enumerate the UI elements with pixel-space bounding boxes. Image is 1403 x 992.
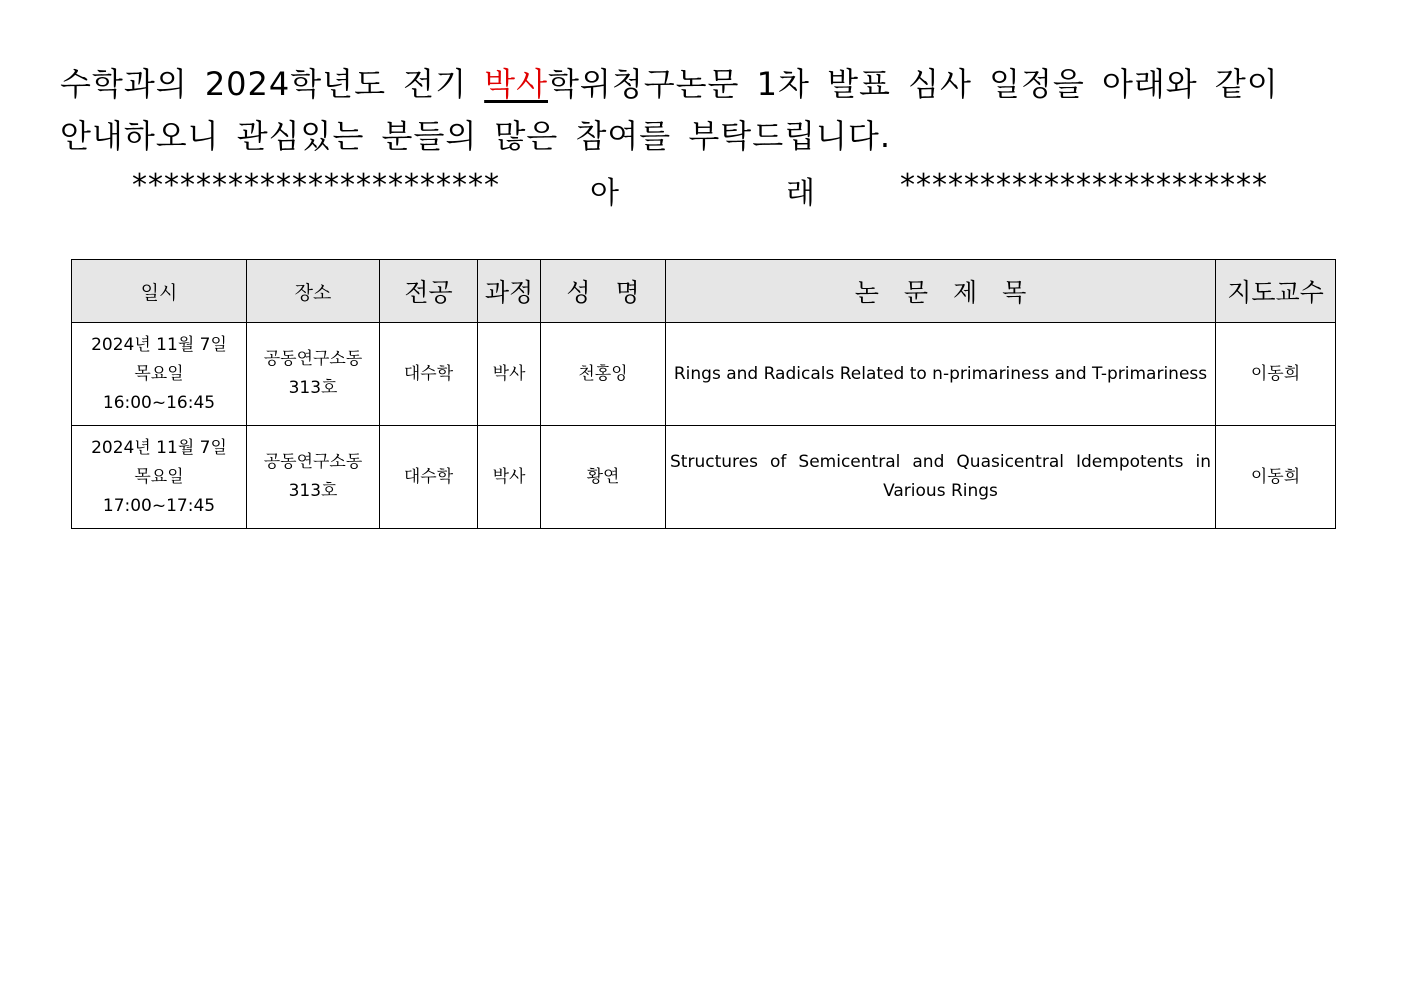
cell-date: 2024년 11월 7일 <box>91 334 227 355</box>
cell-place <box>247 323 380 426</box>
cell-place-building: 공동연구소동 <box>263 452 363 472</box>
cell-name: 황연 <box>541 426 666 529</box>
table-header-row <box>72 260 1336 323</box>
header-datetime: 일시 <box>72 260 247 323</box>
section-divider <box>132 168 1282 212</box>
header-thesis-title: 논 문 제 목 <box>666 260 1216 323</box>
announcement-line-2: 안내하오니 관심있는 분들의 많은 참여를 부탁드립니다. <box>60 117 892 155</box>
announcement-line-1-start: 수학과의 2024학년도 전기 <box>60 65 485 103</box>
header-name: 성 명 <box>541 260 666 323</box>
defense-schedule-table <box>71 259 1336 529</box>
divider-stars-left: *********************** <box>132 168 500 203</box>
cell-place-room: 313호 <box>288 378 338 398</box>
cell-day: 목요일 <box>134 363 184 384</box>
header-major: 전공 <box>380 260 478 323</box>
cell-major: 대수학 <box>380 426 478 529</box>
cell-place-building: 공동연구소동 <box>263 349 363 369</box>
header-place: 장소 <box>247 260 380 323</box>
divider-word-1: 아 <box>590 176 619 211</box>
cell-name: 천홍잉 <box>541 323 666 426</box>
announcement-line-1-end: 학위청구논문 1차 발표 심사 일정을 아래와 같이 <box>548 65 1279 103</box>
cell-day: 목요일 <box>134 466 184 487</box>
divider-word-2: 래 <box>786 176 815 211</box>
table-row <box>72 426 1336 529</box>
cell-date: 2024년 11월 7일 <box>91 437 227 458</box>
cell-place <box>247 426 380 529</box>
cell-major: 대수학 <box>380 323 478 426</box>
announcement-text <box>60 58 1360 162</box>
header-course: 과정 <box>478 260 541 323</box>
cell-time: 16:00~16:45 <box>102 392 216 413</box>
degree-highlight: 박사 <box>484 65 548 103</box>
table-row <box>72 323 1336 426</box>
cell-course: 박사 <box>478 323 541 426</box>
cell-place-room: 313호 <box>288 481 338 501</box>
cell-datetime <box>72 323 247 426</box>
cell-datetime <box>72 426 247 529</box>
cell-thesis-title <box>666 323 1216 426</box>
thesis-title-text: Rings and Radicals Related to n-primariness and T-primariness <box>673 363 1208 384</box>
thesis-title-text: Structures of Semicentral and Quasicentral Idempotents in Various Rings <box>670 452 1211 501</box>
announcement-line-1 <box>60 58 1360 110</box>
header-advisor: 지도교수 <box>1216 260 1336 323</box>
cell-advisor: 이동희 <box>1216 426 1336 529</box>
divider-stars-right: *********************** <box>900 168 1268 203</box>
cell-course: 박사 <box>478 426 541 529</box>
cell-time: 17:00~17:45 <box>102 495 216 516</box>
cell-advisor: 이동희 <box>1216 323 1336 426</box>
cell-thesis-title <box>666 426 1216 529</box>
